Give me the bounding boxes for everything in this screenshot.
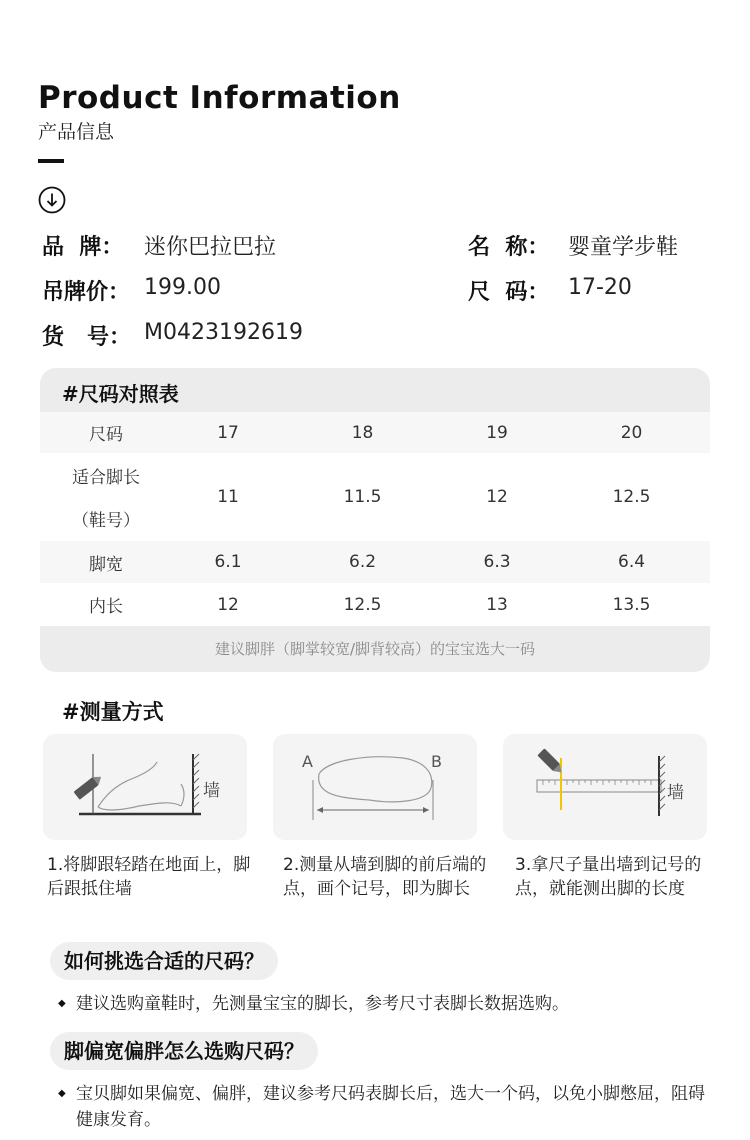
- table-cell: 6.2: [349, 552, 377, 572]
- row-label-size: 尺码: [89, 425, 123, 445]
- wall-label: 墙: [667, 783, 684, 803]
- table-cell: 20: [620, 422, 643, 443]
- faq-answer-1: 建议选购童鞋时，先测量宝宝的脚长，参考尺寸表脚长数据选购。: [76, 994, 569, 1014]
- bullet-diamond-icon: ◆: [58, 998, 66, 1009]
- wall-label: 墙: [203, 781, 220, 801]
- table-cell: 19: [486, 422, 508, 443]
- table-cell: 13.5: [612, 594, 651, 615]
- measure-step-3: 3.拿尺子量出墙到记号的点，就能测出脚的长度: [515, 855, 702, 899]
- title-underline: [38, 159, 64, 163]
- price-label: 吊牌价：: [42, 280, 131, 305]
- measure-step-2: 2.测量从墙到脚的前后端的点，画个记号，即为脚长: [283, 855, 487, 899]
- table-cell: 17: [217, 422, 239, 443]
- name-label: 名 称：: [468, 235, 550, 260]
- table-cell: 13: [486, 594, 508, 615]
- measure-step-1: 1.将脚跟轻踏在地面上，脚后跟抵住墙: [47, 855, 251, 899]
- table-row: [40, 453, 710, 541]
- size-chart-title: #尺码对照表: [62, 382, 179, 406]
- row-label-main: 适合脚长: [72, 468, 140, 488]
- brand-label: 品 牌：: [42, 235, 124, 260]
- faq-answer-2: 宝贝脚如果偏宽、偏胖，建议参考尺码表脚长后，选大一个码，以免小脚憋屈，阻碍健康发育。: [76, 1084, 705, 1130]
- faq-question-1: 如何挑选合适的尺码？: [50, 942, 278, 980]
- measure-illustration-2: [273, 734, 477, 840]
- size-value: 17-20: [568, 275, 632, 300]
- table-cell: 12.5: [343, 594, 382, 615]
- foot-outline-illustration: [273, 734, 477, 840]
- bullet-diamond-icon: ◆: [58, 1088, 66, 1099]
- table-row: [40, 583, 710, 626]
- brand-value: 迷你巴拉巴拉: [144, 235, 277, 260]
- table-cell: 6.4: [618, 552, 646, 572]
- arrow-down-circle-icon[interactable]: [38, 186, 66, 218]
- size-chart-card: [40, 368, 710, 672]
- row-label-sub: （鞋号）: [72, 511, 140, 531]
- row-label-foot-length: [40, 453, 172, 541]
- table-cell: 11.5: [343, 487, 382, 507]
- table-row: [40, 412, 710, 453]
- size-label: 尺 码：: [468, 280, 550, 305]
- measure-illustration-1: [43, 734, 247, 840]
- table-cell: 11: [217, 487, 239, 507]
- size-chart-note: 建议脚胖（脚掌较宽/脚背较高）的宝宝选大一码: [214, 640, 536, 658]
- page-subtitle: 产品信息: [38, 121, 115, 143]
- sku-value: M0423192619: [144, 320, 303, 345]
- measure-illustration-3: [503, 734, 707, 840]
- row-label-inner-length: 内长: [89, 597, 123, 617]
- price-value: 199.00: [144, 275, 221, 300]
- page-title: Product Information: [38, 80, 401, 116]
- table-cell: 18: [351, 422, 374, 443]
- table-cell: 12: [486, 487, 508, 507]
- point-a-label: A: [302, 752, 313, 771]
- point-b-label: B: [431, 752, 442, 771]
- name-value: 婴童学步鞋: [568, 235, 679, 260]
- sku-label: 货 号：: [42, 325, 131, 350]
- measure-section-title: #测量方式: [62, 700, 164, 724]
- size-chart-table: [40, 412, 710, 626]
- table-cell: 12.5: [612, 487, 651, 507]
- table-cell: 6.1: [214, 552, 242, 572]
- table-row: [40, 541, 710, 583]
- faq-question-2: 脚偏宽偏胖怎么选购尺码？: [50, 1032, 318, 1070]
- row-label-foot-width: 脚宽: [89, 554, 123, 575]
- table-cell: 12: [217, 594, 239, 615]
- table-cell: 6.3: [483, 552, 511, 572]
